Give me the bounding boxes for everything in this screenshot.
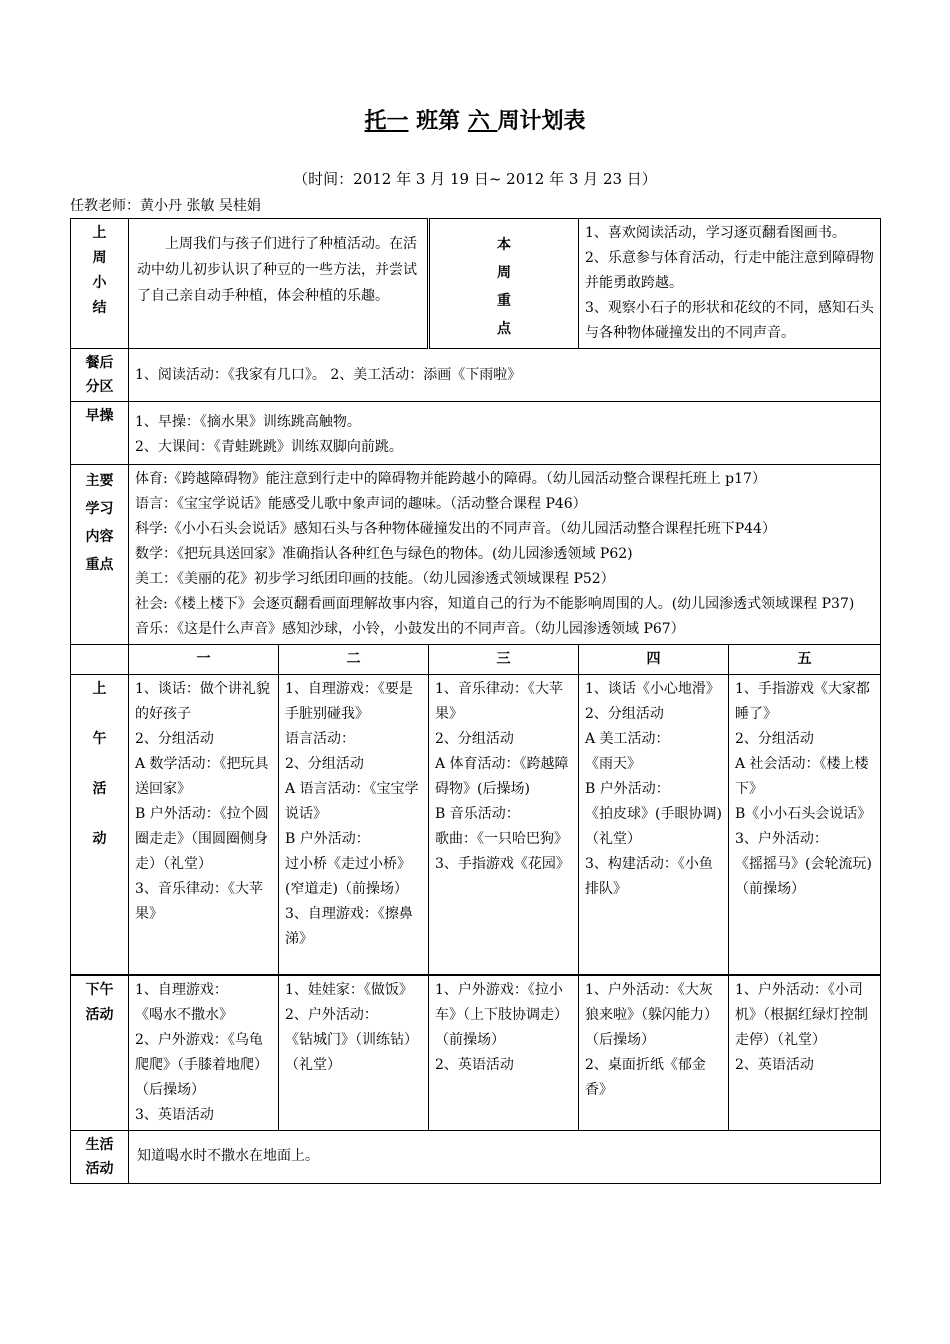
weekly-plan-table bbox=[70, 218, 881, 1184]
morning-exercise-row bbox=[71, 402, 881, 465]
list-item: A 体育活动：《跨越障碍物》(后操场) bbox=[435, 756, 569, 797]
weekday-header-row bbox=[71, 645, 881, 675]
list-item: 1、谈话：做个讲礼貌的好孩子 bbox=[135, 681, 270, 722]
list-item: 过小桥《走过小桥》(窄道走)（前操场） bbox=[285, 856, 411, 897]
daily-life-label bbox=[71, 1130, 129, 1183]
list-item: 2、分组活动 bbox=[585, 706, 664, 722]
label-line: 小 bbox=[92, 275, 107, 291]
morning-fri bbox=[729, 675, 881, 975]
morning-mon bbox=[129, 675, 279, 975]
label-line: 点 bbox=[497, 321, 511, 337]
list-item: B 户外活动：《拉个圆圈走走》（围圆圈侧身走）（礼堂） bbox=[135, 806, 269, 872]
list-item: A 社会活动：《楼上楼下》 bbox=[735, 756, 869, 797]
list-item: 1、自理游戏： bbox=[135, 981, 228, 998]
label-line bbox=[77, 802, 122, 827]
morning-activities-row bbox=[71, 675, 881, 975]
summary-row bbox=[71, 219, 881, 349]
weekday-4: 四 bbox=[579, 645, 729, 675]
list-item: 3、音乐律动：《大苹果》 bbox=[135, 881, 263, 922]
list-item: B 户外活动： bbox=[585, 781, 670, 797]
label-line: 午 bbox=[92, 731, 107, 747]
weekday-2: 二 bbox=[279, 645, 429, 675]
daily-life-content: 知道喝水时不撒水在地面上。 bbox=[129, 1130, 881, 1183]
list-item: 3、手指游戏《花园》 bbox=[435, 856, 570, 872]
title-mid: 班第 bbox=[408, 108, 468, 134]
morning-thu bbox=[579, 675, 729, 975]
list-item: 2、分组活动 bbox=[285, 756, 364, 772]
label-line: 上 bbox=[92, 681, 107, 697]
afternoon-activities-label bbox=[71, 975, 129, 1131]
list-item: 1、早操：《摘水果》训练跳高触物。 bbox=[135, 414, 361, 430]
weekday-3: 三 bbox=[429, 645, 579, 675]
teachers: 任教老师：黄小丹 张敏 吴桂娟 bbox=[70, 198, 261, 214]
afternoon-thu bbox=[579, 975, 729, 1131]
list-item: 3、户外活动： bbox=[735, 831, 828, 847]
after-meal-label bbox=[71, 349, 129, 402]
list-item: 2、分组活动 bbox=[135, 731, 214, 747]
label-line: 上 bbox=[92, 225, 107, 241]
list-item: 2、户外游戏：《乌龟爬爬》（手膝着地爬）（后操场） bbox=[135, 1031, 268, 1098]
list-item: 社会:《楼上楼下》会逐页翻看画面理解故事内容，知道自己的行为不能影响周围的人。(幼儿园渗透式领域课程 P37) bbox=[135, 596, 855, 612]
list-item: 2、桌面折纸《郁金香》 bbox=[585, 1056, 706, 1098]
label-line bbox=[77, 752, 122, 777]
list-item: 1、户外活动：《小司机》（根据红绿灯控制走停）（礼堂） bbox=[735, 981, 868, 1048]
afternoon-tue bbox=[279, 975, 429, 1131]
morning-exercise-content bbox=[129, 402, 881, 465]
label-line: 下午 bbox=[85, 981, 114, 998]
focus-label bbox=[430, 219, 578, 343]
list-item: 体育:《跨越障碍物》能注意到行走中的障碍物并能跨越小的障碍。（幼儿园活动整合课程托班上 p17） bbox=[135, 471, 766, 487]
title-week: 六 bbox=[467, 108, 498, 134]
list-item: A 语言活动：《宝宝学说话》 bbox=[285, 781, 419, 822]
list-item: 《雨天》 bbox=[585, 756, 641, 772]
main-content-label bbox=[71, 465, 129, 645]
afternoon-mon bbox=[129, 975, 279, 1131]
list-item: 1、喜欢阅读活动，学习逐页翻看图画书。 bbox=[585, 225, 846, 241]
list-item: 《喝水不撒水》 bbox=[135, 1006, 233, 1023]
label-line: 重 bbox=[497, 293, 511, 309]
afternoon-wed bbox=[429, 975, 579, 1131]
list-item: B 音乐活动： bbox=[435, 806, 520, 822]
page-title bbox=[0, 104, 950, 135]
label-line: 活动 bbox=[85, 1006, 114, 1023]
list-item: 美工：《美丽的花》初步学习纸团印画的技能。（幼儿园渗透式领域课程 P52） bbox=[135, 571, 615, 587]
list-item: 2、英语活动 bbox=[735, 1056, 814, 1073]
label-line bbox=[77, 702, 122, 727]
date-range: （时间：2012 年 3 月 19 日~ 2012 年 3 月 23 日） bbox=[293, 170, 657, 188]
list-item: 3、构建活动：《小鱼排队》 bbox=[585, 856, 713, 897]
label-line: 学习 bbox=[85, 501, 114, 517]
daily-life-row bbox=[71, 1130, 881, 1183]
list-item: 科学:《小小石头会说话》感知石头与各种物体碰撞发出的不同声音。（幼儿园活动整合课程托班下P44） bbox=[135, 521, 776, 537]
after-meal-row bbox=[71, 349, 881, 402]
list-item: 歌曲：《一只哈巴狗》 bbox=[435, 831, 568, 847]
list-item: 2、分组活动 bbox=[435, 731, 514, 747]
label-line: 生活 bbox=[85, 1136, 114, 1153]
list-item: 《摇摇马》(会轮流玩)（前操场） bbox=[735, 856, 872, 897]
list-item: 数学：《把玩具送回家》准确指认各种红色与绿色的物体。(幼儿园渗透领域 P62) bbox=[135, 546, 633, 562]
label-line: 重点 bbox=[85, 557, 114, 573]
label-line: 内容 bbox=[85, 529, 114, 545]
list-item: 2、大课间：《青蛙跳跳》训练双脚向前跳。 bbox=[135, 439, 403, 455]
list-item: 音乐：《这是什么声音》感知沙球，小铃，小鼓发出的不同声音。（幼儿园渗透领域 P67） bbox=[135, 621, 685, 637]
label-line: 动 bbox=[92, 831, 107, 847]
list-item: 语言活动： bbox=[285, 731, 355, 747]
morning-wed bbox=[429, 675, 579, 975]
list-item: 3、英语活动 bbox=[135, 1106, 214, 1123]
label-line: 本 bbox=[497, 237, 511, 253]
label-line: 周 bbox=[92, 250, 107, 266]
morning-exercise-label: 早操 bbox=[71, 402, 129, 465]
list-item: 1、户外活动：《大灰狼来啦》（躲闪能力）（后操场） bbox=[585, 981, 718, 1048]
weekday-5: 五 bbox=[729, 645, 881, 675]
focus-label-cell bbox=[429, 219, 579, 349]
list-item: 《拍皮球》(手眼协调)（礼堂） bbox=[585, 806, 722, 847]
list-item: 1、娃娃家：《做饭》 bbox=[285, 981, 413, 998]
label-line: 分区 bbox=[85, 379, 114, 395]
morning-tue bbox=[279, 675, 429, 975]
title-end: 周计划表 bbox=[497, 108, 586, 134]
title-class: 托一 bbox=[364, 108, 409, 134]
main-content-items bbox=[129, 465, 881, 645]
after-meal-content: 1、阅读活动：《我家有几口》。 2、美工活动：添画《下雨啦》 bbox=[129, 349, 881, 402]
last-week-label bbox=[71, 219, 129, 349]
label-line: 主要 bbox=[85, 473, 114, 489]
list-item: 1、自理游戏：《要是手脏别碰我》 bbox=[285, 681, 413, 722]
weekday-1: 一 bbox=[129, 645, 279, 675]
list-item: A 数学活动：《把玩具送回家》 bbox=[135, 756, 269, 797]
label-line: 活动 bbox=[85, 1160, 114, 1177]
list-item: B 户外活动： bbox=[285, 831, 370, 847]
list-item: 1、音乐律动：《大苹果》 bbox=[435, 681, 563, 722]
list-item: 《钻城门》（训练钻）（礼堂） bbox=[285, 1031, 418, 1073]
week-focus bbox=[579, 219, 881, 349]
list-item: 3、自理游戏：《擦鼻涕》 bbox=[285, 906, 413, 947]
list-item: 3、观察小石子的形状和花纹的不同，感知石头与各种物体碰撞发出的不同声音。 bbox=[585, 300, 874, 341]
list-item: 语言：《宝宝学说话》能感受儿歌中象声词的趣味。（活动整合课程 P46） bbox=[135, 496, 587, 512]
label-line: 活 bbox=[92, 781, 107, 797]
label-line: 餐后 bbox=[85, 355, 114, 371]
last-week-summary: 上周我们与孩子们进行了种植活动。在活动中幼儿初步认识了种豆的一些方法，并尝试了自己亲自动手种植，体会种植的乐趣。 bbox=[129, 219, 429, 349]
weekday-header-blank bbox=[71, 645, 129, 675]
afternoon-fri bbox=[729, 975, 881, 1131]
list-item: 2、户外活动： bbox=[285, 1006, 378, 1023]
list-item: 1、手指游戏《大家都睡了》 bbox=[735, 681, 870, 722]
list-item: 1、户外游戏：《拉小车》（上下肢协调走）（前操场） bbox=[435, 981, 568, 1048]
list-item: A 美工活动： bbox=[585, 731, 670, 747]
label-line: 结 bbox=[92, 300, 107, 316]
main-content-row bbox=[71, 465, 881, 645]
list-item: 2、乐意参与体育活动，行走中能注意到障碍物并能勇敢跨越。 bbox=[585, 250, 874, 291]
label-line: 周 bbox=[497, 265, 511, 281]
list-item: 2、分组活动 bbox=[735, 731, 814, 747]
list-item: 2、英语活动 bbox=[435, 1056, 514, 1073]
list-item: B《小小石头会说话》 bbox=[735, 806, 872, 822]
list-item: 1、谈话《小心地滑》 bbox=[585, 681, 720, 697]
afternoon-activities-row bbox=[71, 975, 881, 1131]
morning-activities-label bbox=[71, 675, 129, 975]
